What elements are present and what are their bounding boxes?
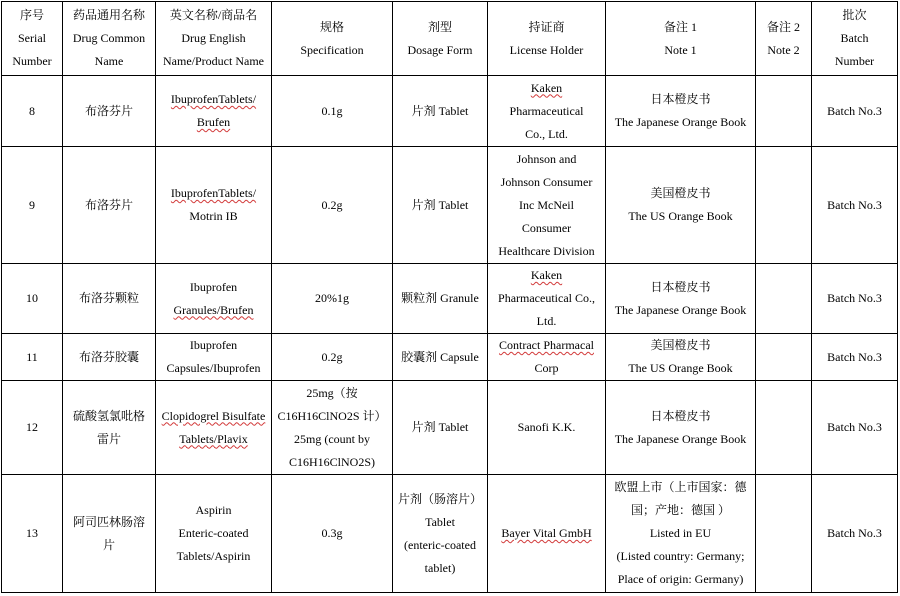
serial-cell: 8 (2, 76, 63, 147)
header-common-name: 药品通用名称 Drug Common Name (63, 2, 156, 76)
license-holder-cell: Johnson and Johnson Consumer Inc McNeil Consumer Healthcare Division (488, 147, 606, 264)
note2-cell (756, 475, 812, 593)
note1-cell: 日本橙皮书 The Japanese Orange Book (606, 76, 756, 147)
batch-cell: Batch No.3 (812, 334, 898, 381)
note2-cell (756, 334, 812, 381)
license-holder-cell: Bayer Vital GmbH (488, 475, 606, 593)
table-row (2, 147, 898, 264)
specification-cell: 25mg（按 C16H16ClNO2S 计） 25mg (count by C16H16ClNO2S) (272, 381, 393, 475)
english-name-cell: Ibuprofen Capsules/Ibuprofen (156, 334, 272, 381)
note1-cell: 日本橙皮书 The Japanese Orange Book (606, 381, 756, 475)
common-name-cell: 布洛芬胶囊 (63, 334, 156, 381)
header-dosage-form: 剂型 Dosage Form (393, 2, 488, 76)
dosage-form-cell: 片剂 Tablet (393, 76, 488, 147)
serial-cell: 11 (2, 334, 63, 381)
table-row (2, 381, 898, 475)
serial-cell: 13 (2, 475, 63, 593)
serial-cell: 10 (2, 264, 63, 334)
batch-cell: Batch No.3 (812, 381, 898, 475)
note1-cell: 日本橙皮书 The Japanese Orange Book (606, 264, 756, 334)
note1-cell: 美国橙皮书 The US Orange Book (606, 147, 756, 264)
note2-cell (756, 147, 812, 264)
table-row (2, 264, 898, 334)
serial-cell: 12 (2, 381, 63, 475)
license-holder-cell: Contract Pharmacal Corp (488, 334, 606, 381)
specification-cell: 20%1g (272, 264, 393, 334)
batch-cell: Batch No.3 (812, 475, 898, 593)
license-holder-cell: Sanofi K.K. (488, 381, 606, 475)
table-row (2, 76, 898, 147)
batch-cell: Batch No.3 (812, 264, 898, 334)
common-name-cell: 布洛芬片 (63, 76, 156, 147)
drug-list-table (1, 1, 898, 593)
header-batch: 批次 Batch Number (812, 2, 898, 76)
common-name-cell: 硫酸氢氯吡格 雷片 (63, 381, 156, 475)
english-name-cell: Aspirin Enteric-coated Tablets/Aspirin (156, 475, 272, 593)
header-serial: 序号 Serial Number (2, 2, 63, 76)
note1-cell: 欧盟上市（上市国家：德 国；产地：德国 ） Listed in EU (Listed country: Germany; Place of origin: Germany) (606, 475, 756, 593)
header-note1: 备注 1 Note 1 (606, 2, 756, 76)
note2-cell (756, 264, 812, 334)
common-name-cell: 布洛芬片 (63, 147, 156, 264)
header-license-holder: 持证商 License Holder (488, 2, 606, 76)
dosage-form-cell: 片剂 Tablet (393, 381, 488, 475)
license-holder-cell: Kaken Pharmaceutical Co., Ltd. (488, 76, 606, 147)
english-name-cell: Clopidogrel Bisulfate Tablets/Plavix (156, 381, 272, 475)
header-row (2, 2, 898, 76)
note1-cell: 美国橙皮书 The US Orange Book (606, 334, 756, 381)
license-holder-cell: Kaken Pharmaceutical Co., Ltd. (488, 264, 606, 334)
table-row (2, 334, 898, 381)
english-name-cell: Ibuprofen Granules/Brufen (156, 264, 272, 334)
table-row (2, 475, 898, 593)
common-name-cell: 布洛芬颗粒 (63, 264, 156, 334)
note2-cell (756, 76, 812, 147)
english-name-cell: IbuprofenTablets/ Brufen (156, 76, 272, 147)
dosage-form-cell: 片剂（肠溶片） Tablet (enteric-coated tablet) (393, 475, 488, 593)
header-specification: 规格 Specification (272, 2, 393, 76)
note2-cell (756, 381, 812, 475)
header-note2: 备注 2 Note 2 (756, 2, 812, 76)
english-name-cell: IbuprofenTablets/ Motrin IB (156, 147, 272, 264)
specification-cell: 0.2g (272, 334, 393, 381)
header-english-name: 英文名称/商品名 Drug English Name/Product Name (156, 2, 272, 76)
specification-cell: 0.2g (272, 147, 393, 264)
common-name-cell: 阿司匹林肠溶 片 (63, 475, 156, 593)
batch-cell: Batch No.3 (812, 76, 898, 147)
batch-cell: Batch No.3 (812, 147, 898, 264)
serial-cell: 9 (2, 147, 63, 264)
dosage-form-cell: 片剂 Tablet (393, 147, 488, 264)
dosage-form-cell: 胶囊剂 Capsule (393, 334, 488, 381)
dosage-form-cell: 颗粒剂 Granule (393, 264, 488, 334)
specification-cell: 0.3g (272, 475, 393, 593)
specification-cell: 0.1g (272, 76, 393, 147)
